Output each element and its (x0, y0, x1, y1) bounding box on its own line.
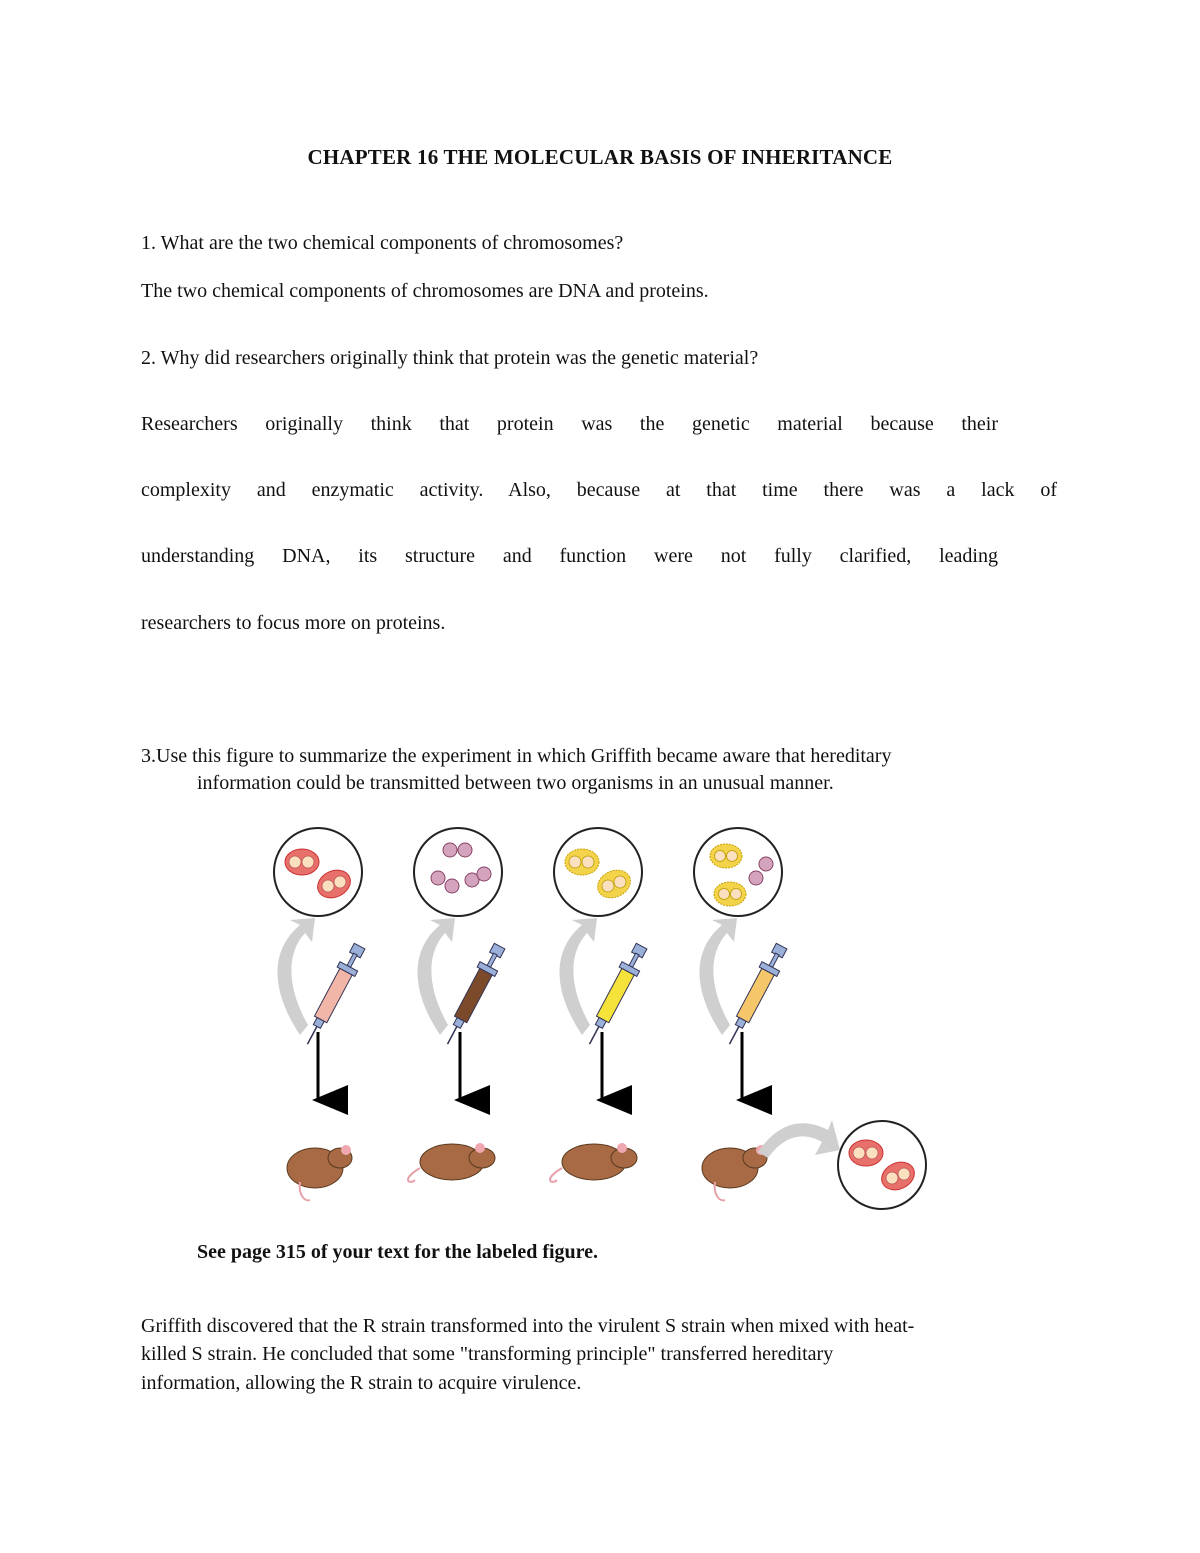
syringe-icon (721, 941, 791, 1048)
syringe-icon (581, 941, 651, 1048)
recovered-s-strain-dish (838, 1121, 926, 1209)
answer-3-line-2: killed S strain. He concluded that some "transforming principle" transferred hereditary (141, 1343, 834, 1365)
curved-arrow-icon (418, 918, 456, 1035)
answer-3-line-3: information, allowing the R strain to acquire virulence. (141, 1372, 582, 1394)
syringe-icon (439, 941, 509, 1048)
answer-2-line-3: understanding DNA, its structure and function were not fully clarified, leading (141, 545, 998, 567)
answer-1: The two chemical components of chromosomes are DNA and proteins. (141, 280, 709, 302)
living-mouse-icon (408, 1143, 495, 1182)
question-2: 2. Why did researchers originally think that protein was the genetic material? (141, 347, 759, 369)
figure-note: See page 315 of your text for the labeled figure. (197, 1241, 599, 1263)
curved-arrow-icon (700, 918, 738, 1035)
heat-killed-s-dish (554, 828, 642, 916)
answer-2-line-1: Researchers originally think that protein was the genetic material because their (141, 413, 998, 435)
griffith-experiment-figure (260, 820, 940, 1220)
living-mouse-icon (550, 1143, 637, 1182)
syringe-icon (299, 941, 369, 1048)
answer-2-line-4: researchers to focus more on proteins. (141, 612, 446, 634)
question-1: 1. What are the two chemical components of chromosomes? (141, 232, 624, 254)
curved-arrow-icon (758, 1120, 840, 1158)
curved-arrow-icon (278, 918, 316, 1035)
s-strain-dish (274, 828, 362, 916)
curved-arrow-icon (560, 918, 598, 1035)
question-3-line-1: 3.Use this figure to summarize the experiment in which Griffith became aware that hereditary (141, 745, 892, 767)
question-3-line-2: information could be transmitted between two organisms in an unusual manner. (197, 772, 834, 794)
dead-mouse-icon (287, 1145, 352, 1200)
page-title: CHAPTER 16 THE MOLECULAR BASIS OF INHERITANCE (307, 145, 893, 169)
r-strain-dish (414, 828, 502, 916)
mixture-dish (694, 828, 782, 916)
answer-3-line-1: Griffith discovered that the R strain transformed into the virulent S strain when mixed with heat- (141, 1315, 915, 1337)
dead-mouse-icon (702, 1145, 767, 1200)
answer-2-line-2: complexity and enzymatic activity. Also, because at that time there was a lack of (141, 479, 1057, 501)
